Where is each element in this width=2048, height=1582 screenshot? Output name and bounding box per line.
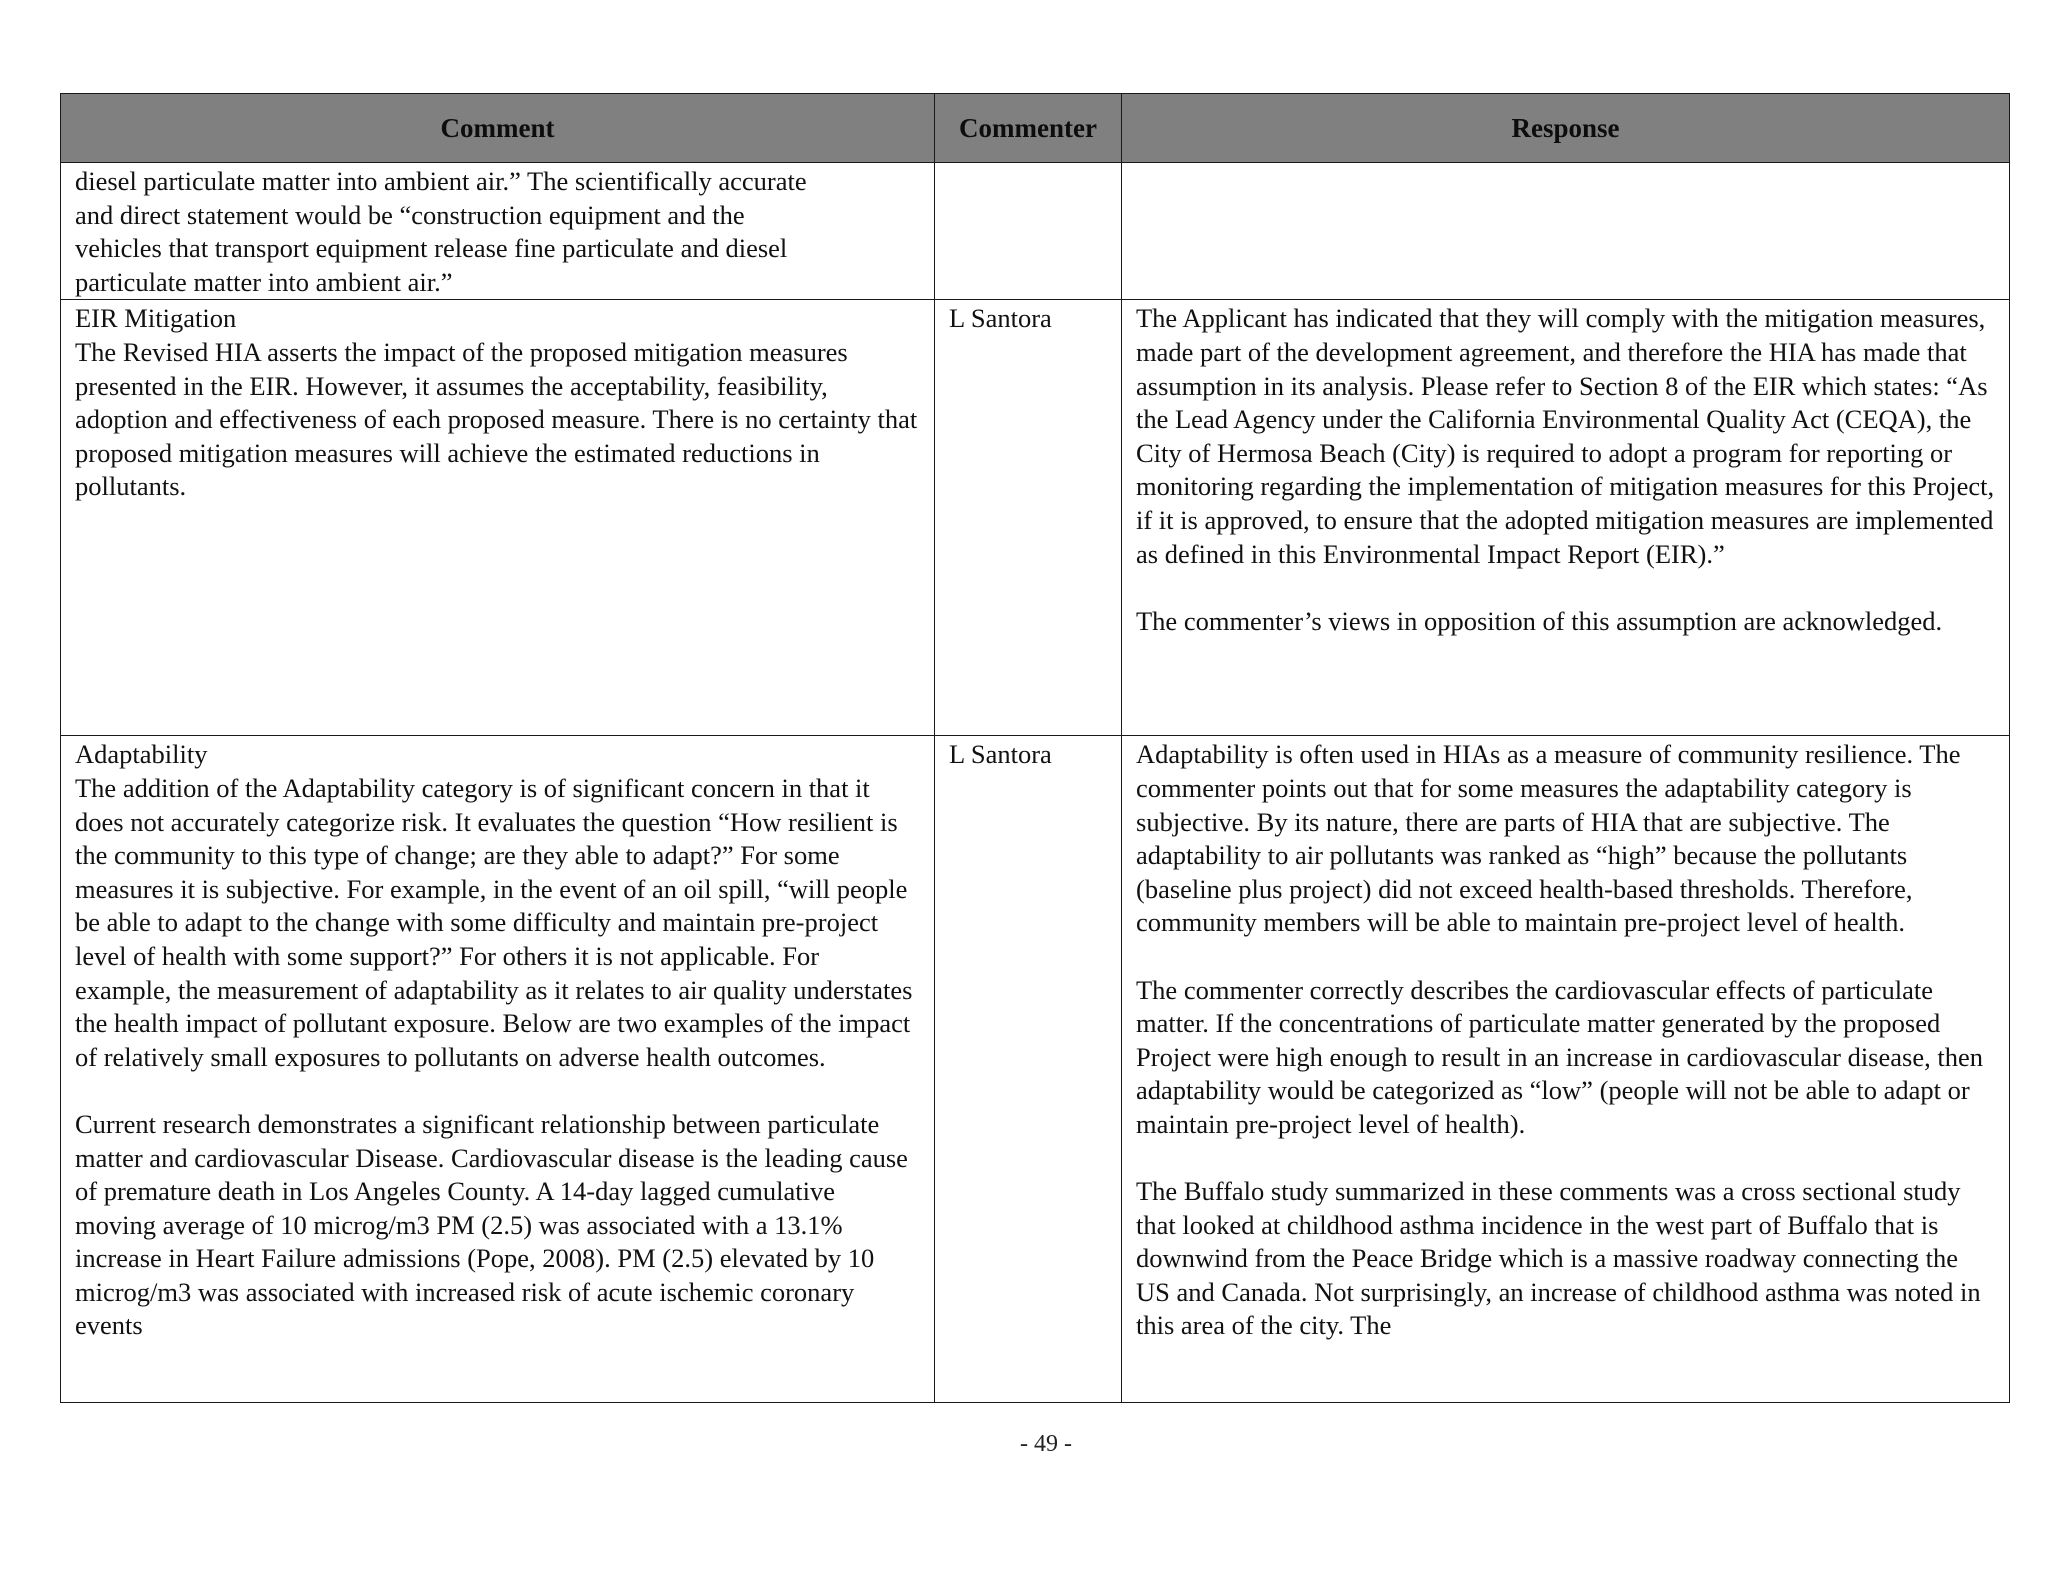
comment-text: The Revised HIA asserts the impact of the proposed mitigation measures presented in the EIR. However, it assumes the acceptability, feasibility, adoption and effectiveness of each proposed measure. There is no certainty that proposed mitigation measures will achieve the estimated reductions in pollutants. (75, 336, 918, 502)
comment-text: Current research demonstrates a significant relationship between particulate matter and cardiovascular Disease. Cardiovascular disease is the leading cause of premature death in Los Angeles County. A 14-day lagged cumulative moving average of 10 microg/m3 PM (2.5) was associated with a 13.1% increase in Heart Failure admissions (Pope, 2008). PM (2.5) elevated by 10 microg/m3 was associated with increased risk of acute ischemic coronary events (75, 1108, 908, 1341)
comment-line: vehicles that transport equipment release fine particulate and diesel (75, 233, 788, 264)
comment-title: EIR Mitigation (75, 303, 237, 334)
comment-line: particulate matter into ambient air.” (75, 266, 453, 297)
comment-title: Adaptability (75, 739, 208, 770)
response-cell (1122, 300, 2010, 736)
commenter-cell: L Santora (935, 736, 1122, 1403)
comment-cell (61, 163, 935, 300)
comment-line: diesel particulate matter into ambient air.” The scientifically accurate (75, 166, 807, 196)
commenter-cell: L Santora (935, 300, 1122, 736)
commenter-cell (935, 163, 1122, 300)
header-response: Response (1122, 94, 2010, 163)
response-cell (1122, 736, 2010, 1403)
comments-table (60, 93, 2010, 1403)
response-paragraph: Adaptability is often used in HIAs as a measure of community resilience. The commenter points out that for some measures the adaptability category is subjective. By its nature, there are parts of HIA that are subjective. The adaptability to air pollutants was ranked as “high” because the pollutants (baseline plus project) did not exceed health-based thresholds. Therefore, community members will be able to maintain pre-project level of health. (1136, 739, 1961, 938)
response-paragraph: The Applicant has indicated that they will comply with the mitigation measures, made part of the development agreement, and therefore the HIA has made that assumption in its analysis. Please refer to Section 8 of the EIR which states: “As the Lead Agency under the California Environmental Quality Act (CEQA), the City of Hermosa Beach (City) is required to adopt a program for reporting or monitoring regarding the implementation of mitigation measures for this Project, if it is approved, to ensure that the adopted mitigation measures are implemented as defined in this Environmental Impact Report (EIR).” (1136, 303, 1995, 569)
comment-text: The addition of the Adaptability category is of significant concern in that it does not accurately categorize risk. It evaluates the question “How resilient is the community to this type of change; are they able to adapt?” For some measures it is subjective. For example, in the event of an oil spill, “will people be able to adapt to the change with some difficulty and maintain pre-project level of health with some support?” For others it is not applicable. For example, the measurement of adaptability as it relates to air quality understates the health impact of pollutant exposure. Below are two examples of the impact of relatively small exposures to pollutants on adverse health outcomes. (75, 772, 913, 1072)
table-header-row (61, 94, 2010, 163)
page-number: - 49 - (1020, 1431, 1072, 1457)
header-commenter: Commenter (935, 94, 1122, 163)
comment-cell (61, 736, 935, 1403)
table-row (61, 163, 2010, 300)
response-paragraph: The commenter correctly describes the cardiovascular effects of particulate matter. If the concentrations of particulate matter generated by the proposed Project were high enough to result in an increase in cardiovascular disease, then adaptability would be categorized as “low” (people will not be able to adapt or maintain pre-project level of health). (1136, 974, 1983, 1139)
response-paragraph: The Buffalo study summarized in these comments was a cross sectional study that looked at childhood asthma incidence in the west part of Buffalo that is downwind from the Peace Bridge which is a massive roadway connecting the US and Canada. Not surprisingly, an increase of childhood asthma was noted in this area of the city. The (1136, 1176, 1981, 1341)
header-comment: Comment (61, 94, 935, 163)
response-cell (1122, 163, 2010, 300)
comment-cell (61, 300, 935, 736)
table-row (61, 736, 2010, 1403)
response-paragraph: The commenter’s views in opposition of this assumption are acknowledged. (1136, 605, 1943, 636)
comment-line: and direct statement would be “construction equipment and the (75, 199, 745, 230)
table-row (61, 300, 2010, 736)
